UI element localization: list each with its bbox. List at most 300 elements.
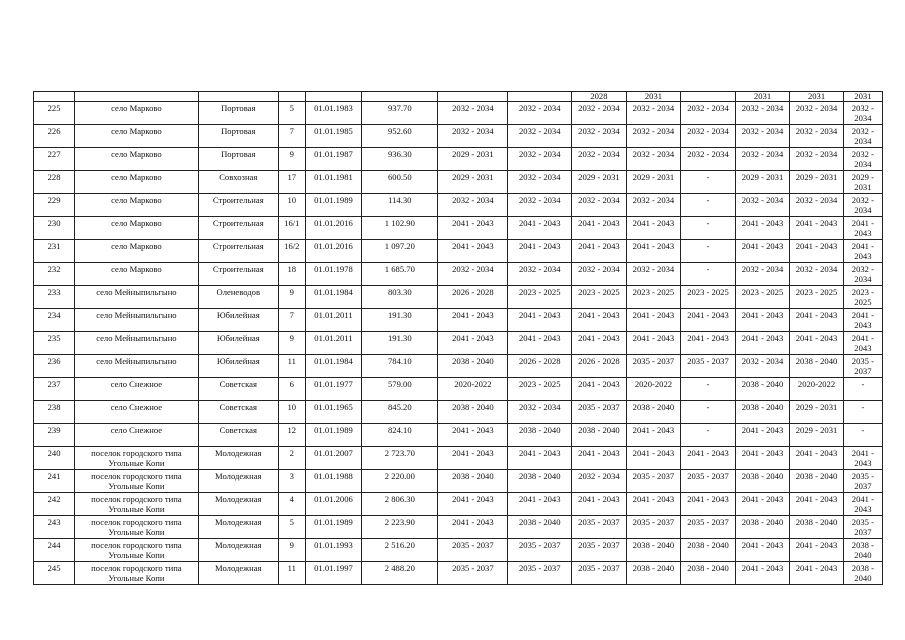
table-cell: 803.30 — [362, 286, 438, 309]
table-cell: - — [681, 217, 736, 240]
table-cell: 2023 - 2025 — [735, 286, 790, 309]
table-cell: Строительная — [198, 240, 278, 263]
table-cell: 2032 - 2034 — [572, 125, 627, 148]
table-row — [34, 424, 883, 447]
table-cell: 2038 - 2040 — [681, 562, 736, 585]
table-cell: 2035 - 2037 — [626, 355, 681, 378]
table-cell: 11 — [278, 562, 305, 585]
table-cell: Совхозная — [198, 171, 278, 194]
table-cell: 7 — [278, 125, 305, 148]
table-cell: 2041 - 2043 — [735, 493, 790, 516]
table-cell: 2041 - 2043 — [681, 332, 736, 355]
table-cell: 2035 - 2037 — [572, 401, 627, 424]
table-cell: село Снежное — [75, 401, 198, 424]
table-row — [34, 194, 883, 217]
table-cell: 2041 - 2043 — [438, 447, 508, 470]
table-row — [34, 125, 883, 148]
table-cell: 3 — [278, 470, 305, 493]
table-cell: 2038 - 2040 — [790, 355, 844, 378]
table-cell: 2041 - 2043 — [572, 332, 627, 355]
table-cell: 2041 - 2043 — [508, 217, 572, 240]
table-cell: село Снежное — [75, 378, 198, 401]
table-cell: 2035 - 2037 — [843, 355, 882, 378]
table-cell: 2 220.00 — [362, 470, 438, 493]
table-row — [34, 516, 883, 539]
table-cell: 240 — [34, 447, 75, 470]
table-cell: 2035 - 2037 — [843, 516, 882, 539]
table-cell: 01.01.2016 — [305, 240, 362, 263]
table-cell: 579.00 — [362, 378, 438, 401]
table-cell: 230 — [34, 217, 75, 240]
table-cell: Молодежная — [198, 447, 278, 470]
table-cell: 9 — [278, 539, 305, 562]
table-cell: 2032 - 2034 — [681, 148, 736, 171]
table-cell: село Мейныпильгыно — [75, 309, 198, 332]
table-cell: 2020-2022 — [790, 378, 844, 401]
table-cell: село Мейныпильгыно — [75, 286, 198, 309]
table-cell: Молодежная — [198, 493, 278, 516]
table-cell: 2041 - 2043 — [790, 240, 844, 263]
table-cell: Портовая — [198, 102, 278, 125]
table-cell: 2035 - 2037 — [626, 516, 681, 539]
table-cell — [305, 92, 362, 102]
table-cell: 2041 - 2043 — [735, 539, 790, 562]
table-cell: 2041 - 2043 — [572, 378, 627, 401]
table-cell: 9 — [278, 286, 305, 309]
table-cell: 2029 - 2031 — [572, 171, 627, 194]
table-cell: село Марково — [75, 217, 198, 240]
table-cell: 2041 - 2043 — [438, 424, 508, 447]
table-cell: 229 — [34, 194, 75, 217]
table-cell: 235 — [34, 332, 75, 355]
table-cell: село Марково — [75, 240, 198, 263]
table-cell: 2028 — [572, 92, 627, 102]
table-cell: 2035 - 2037 — [508, 539, 572, 562]
table-row — [34, 355, 883, 378]
table-cell: 2038 - 2040 — [508, 470, 572, 493]
table-cell: 2041 - 2043 — [508, 309, 572, 332]
table-cell: 2031 — [843, 92, 882, 102]
table-cell: 2041 - 2043 — [681, 309, 736, 332]
table-cell: 234 — [34, 309, 75, 332]
table-cell — [362, 92, 438, 102]
table-cell: 2041 - 2043 — [438, 309, 508, 332]
table-cell: - — [681, 401, 736, 424]
table-cell: 2041 - 2043 — [626, 424, 681, 447]
table-cell: 01.01.1984 — [305, 355, 362, 378]
table-cell: 2041 - 2043 — [735, 309, 790, 332]
table-cell: 2041 - 2043 — [508, 332, 572, 355]
table-cell: село Снежное — [75, 424, 198, 447]
continuation-row — [34, 92, 883, 102]
table-cell: 243 — [34, 516, 75, 539]
table-cell: 600.50 — [362, 171, 438, 194]
table-cell: 191.30 — [362, 332, 438, 355]
table-cell: - — [681, 171, 736, 194]
table-row — [34, 539, 883, 562]
table-cell: 2023 - 2025 — [572, 286, 627, 309]
table-cell: 2023 - 2025 — [508, 286, 572, 309]
table-cell: 2041 - 2043 — [790, 217, 844, 240]
table-cell: 2041 - 2043 — [790, 447, 844, 470]
table-cell: село Марково — [75, 263, 198, 286]
table-cell: 2031 — [790, 92, 844, 102]
table-cell: 2038 - 2040 — [735, 401, 790, 424]
table-cell: 2023 - 2025 — [626, 286, 681, 309]
table-cell: 2038 - 2040 — [843, 562, 882, 585]
table-cell: 2032 - 2034 — [508, 401, 572, 424]
table-cell: Молодежная — [198, 470, 278, 493]
table-cell: 936.30 — [362, 148, 438, 171]
table-cell: 2031 — [735, 92, 790, 102]
table-cell: 2032 - 2034 — [438, 102, 508, 125]
table-cell: 01.01.1977 — [305, 378, 362, 401]
table-cell: - — [843, 424, 882, 447]
table-cell: 2038 - 2040 — [626, 562, 681, 585]
table-cell: 01.01.1965 — [305, 401, 362, 424]
table-cell: поселок городского типа Угольные Копи — [75, 470, 198, 493]
table-cell: 2026 - 2028 — [508, 355, 572, 378]
table-cell: 2032 - 2034 — [508, 263, 572, 286]
table-cell: 2035 - 2037 — [843, 470, 882, 493]
table-cell: 237 — [34, 378, 75, 401]
table-cell: 2041 - 2043 — [572, 447, 627, 470]
table-cell: село Марково — [75, 148, 198, 171]
table-cell: 1 685.70 — [362, 263, 438, 286]
table-cell: - — [681, 378, 736, 401]
table-cell: - — [681, 263, 736, 286]
table-cell: 2038 - 2040 — [735, 378, 790, 401]
table-cell: 2041 - 2043 — [790, 562, 844, 585]
table-cell: Молодежная — [198, 539, 278, 562]
table-row — [34, 470, 883, 493]
table-cell: 191.30 — [362, 309, 438, 332]
table-cell: Советская — [198, 424, 278, 447]
table-cell: 2032 - 2034 — [843, 125, 882, 148]
table-cell: 2041 - 2043 — [735, 562, 790, 585]
table-cell: 2032 - 2034 — [735, 263, 790, 286]
table-cell: 2038 - 2040 — [572, 424, 627, 447]
table-row — [34, 332, 883, 355]
table-cell: 2029 - 2031 — [790, 171, 844, 194]
table-cell: 2020-2022 — [438, 378, 508, 401]
table-row — [34, 401, 883, 424]
table-cell: 2032 - 2034 — [572, 194, 627, 217]
table-cell: село Мейныпильгыно — [75, 332, 198, 355]
table-cell: Юбилейная — [198, 309, 278, 332]
table-cell: 227 — [34, 148, 75, 171]
table-cell: 2041 - 2043 — [438, 217, 508, 240]
table-cell: 2032 - 2034 — [790, 102, 844, 125]
table-cell: 2032 - 2034 — [572, 263, 627, 286]
table-cell: 241 — [34, 470, 75, 493]
table-cell: 2035 - 2037 — [572, 562, 627, 585]
table-cell: село Марково — [75, 194, 198, 217]
table-cell: 2029 - 2031 — [438, 171, 508, 194]
table-row — [34, 286, 883, 309]
table-cell: 2032 - 2034 — [735, 355, 790, 378]
table-cell: 2035 - 2037 — [572, 516, 627, 539]
table-cell: 9 — [278, 148, 305, 171]
table-cell: 952.60 — [362, 125, 438, 148]
table-cell: 228 — [34, 171, 75, 194]
table-cell: 10 — [278, 401, 305, 424]
table-cell — [278, 92, 305, 102]
table-cell: 2 — [278, 447, 305, 470]
table-cell: Молодежная — [198, 516, 278, 539]
table-cell: Портовая — [198, 148, 278, 171]
table-cell: 2041 - 2043 — [438, 516, 508, 539]
table-cell: 2 488.20 — [362, 562, 438, 585]
table-row — [34, 148, 883, 171]
table-cell: 5 — [278, 516, 305, 539]
table-cell: 114.30 — [362, 194, 438, 217]
table-cell: 2041 - 2043 — [626, 493, 681, 516]
table-cell: Строительная — [198, 263, 278, 286]
table-cell: 2032 - 2034 — [843, 102, 882, 125]
table-cell: поселок городского типа Угольные Копи — [75, 493, 198, 516]
table-cell: 2038 - 2040 — [438, 401, 508, 424]
table-row — [34, 263, 883, 286]
table-cell: 2041 - 2043 — [438, 493, 508, 516]
table-cell: 233 — [34, 286, 75, 309]
table-cell: 2041 - 2043 — [626, 217, 681, 240]
table-cell: 16/1 — [278, 217, 305, 240]
table-cell: 2038 - 2040 — [843, 539, 882, 562]
table-cell: 242 — [34, 493, 75, 516]
table-cell: 2032 - 2034 — [508, 194, 572, 217]
table-cell: 2032 - 2034 — [843, 263, 882, 286]
table-cell: 1 097.20 — [362, 240, 438, 263]
table-cell: 232 — [34, 263, 75, 286]
table-cell — [198, 92, 278, 102]
table-cell: 2041 - 2043 — [572, 217, 627, 240]
table-cell: 2032 - 2034 — [626, 125, 681, 148]
table-cell: 845.20 — [362, 401, 438, 424]
table-cell: 2 516.20 — [362, 539, 438, 562]
table-cell: 5 — [278, 102, 305, 125]
table-cell: 2032 - 2034 — [508, 125, 572, 148]
table-cell: 01.01.1987 — [305, 148, 362, 171]
table-row — [34, 562, 883, 585]
table-cell: 01.01.1983 — [305, 102, 362, 125]
table-cell — [508, 92, 572, 102]
table-cell: 01.01.1997 — [305, 562, 362, 585]
table-cell: 2035 - 2037 — [572, 539, 627, 562]
table-cell: 937.70 — [362, 102, 438, 125]
table-cell: 2026 - 2028 — [438, 286, 508, 309]
table-cell: 225 — [34, 102, 75, 125]
table-cell: 01.01.1984 — [305, 286, 362, 309]
table-cell: 784.10 — [362, 355, 438, 378]
table-cell: 2029 - 2031 — [626, 171, 681, 194]
table-cell: 7 — [278, 309, 305, 332]
table-cell: 01.01.1981 — [305, 171, 362, 194]
table-cell: 2038 - 2040 — [438, 355, 508, 378]
table-cell: 2041 - 2043 — [572, 309, 627, 332]
table-cell: 2031 — [626, 92, 681, 102]
table-cell: 2035 - 2037 — [626, 470, 681, 493]
table-cell: 2041 - 2043 — [508, 447, 572, 470]
table-cell: 6 — [278, 378, 305, 401]
table-cell: 01.01.1993 — [305, 539, 362, 562]
table-cell: 2032 - 2034 — [572, 148, 627, 171]
table-body — [34, 92, 883, 585]
table-cell: 2032 - 2034 — [438, 194, 508, 217]
table-cell: 2041 - 2043 — [790, 493, 844, 516]
table-cell: Юбилейная — [198, 332, 278, 355]
table-cell: 2032 - 2034 — [843, 194, 882, 217]
table-cell: 2041 - 2043 — [790, 309, 844, 332]
table-row — [34, 102, 883, 125]
table-cell: 2035 - 2037 — [681, 355, 736, 378]
table-cell: 2035 - 2037 — [681, 516, 736, 539]
table-cell: 2032 - 2034 — [572, 470, 627, 493]
table-cell: село Мейныпильгыно — [75, 355, 198, 378]
table-cell: 2038 - 2040 — [735, 470, 790, 493]
table-cell: 2 723.70 — [362, 447, 438, 470]
table-cell: село Марково — [75, 125, 198, 148]
table-cell: 2032 - 2034 — [438, 263, 508, 286]
table-cell: 2029 - 2031 — [843, 171, 882, 194]
table-cell: 2029 - 2031 — [438, 148, 508, 171]
table-cell: 2023 - 2025 — [681, 286, 736, 309]
table-cell: 2038 - 2040 — [735, 516, 790, 539]
table-cell: село Марково — [75, 102, 198, 125]
table-cell: 01.01.2016 — [305, 217, 362, 240]
table-cell: 245 — [34, 562, 75, 585]
table-cell: 2023 - 2025 — [843, 286, 882, 309]
table-cell: 2032 - 2034 — [790, 148, 844, 171]
table-cell: 2041 - 2043 — [572, 240, 627, 263]
table-cell: 244 — [34, 539, 75, 562]
table-cell: поселок городского типа Угольные Копи — [75, 447, 198, 470]
table-cell: Молодежная — [198, 562, 278, 585]
table-cell: 2041 - 2043 — [843, 309, 882, 332]
table-cell: 236 — [34, 355, 75, 378]
table-cell: 4 — [278, 493, 305, 516]
table-cell: 2041 - 2043 — [626, 447, 681, 470]
table-cell: 2023 - 2025 — [790, 286, 844, 309]
table-cell: 2032 - 2034 — [508, 148, 572, 171]
table-cell: 2026 - 2028 — [572, 355, 627, 378]
table-cell — [34, 92, 75, 102]
table-cell: 9 — [278, 332, 305, 355]
table-cell: 2032 - 2034 — [508, 102, 572, 125]
table-cell: 2032 - 2034 — [681, 125, 736, 148]
table-cell: 10 — [278, 194, 305, 217]
table-cell: 2035 - 2037 — [681, 470, 736, 493]
table-cell: 11 — [278, 355, 305, 378]
table-cell: 2035 - 2037 — [508, 562, 572, 585]
table-cell: 2041 - 2043 — [735, 447, 790, 470]
table-cell: 2032 - 2034 — [626, 148, 681, 171]
table-cell: 239 — [34, 424, 75, 447]
table-cell: 2038 - 2040 — [508, 516, 572, 539]
table-cell — [75, 92, 198, 102]
table-cell: 2029 - 2031 — [735, 171, 790, 194]
table-cell: 01.01.2007 — [305, 447, 362, 470]
table-cell: 2041 - 2043 — [681, 447, 736, 470]
table-cell: 2041 - 2043 — [843, 447, 882, 470]
table-row — [34, 378, 883, 401]
table-cell: 2041 - 2043 — [843, 332, 882, 355]
table-cell: 2029 - 2031 — [790, 401, 844, 424]
table-cell: 01.01.1989 — [305, 424, 362, 447]
table-cell: 2032 - 2034 — [790, 125, 844, 148]
table-cell: 2032 - 2034 — [681, 102, 736, 125]
table-cell: 2032 - 2034 — [508, 171, 572, 194]
table-cell: 1 102.90 — [362, 217, 438, 240]
table-cell: 2041 - 2043 — [572, 493, 627, 516]
table-cell: 2032 - 2034 — [626, 194, 681, 217]
table-row — [34, 171, 883, 194]
table-cell: Советская — [198, 401, 278, 424]
table-cell: 2038 - 2040 — [508, 424, 572, 447]
table-cell: 2041 - 2043 — [438, 240, 508, 263]
table-cell: 2035 - 2037 — [438, 539, 508, 562]
table-cell: село Марково — [75, 171, 198, 194]
table-cell: - — [681, 424, 736, 447]
table-cell: 01.01.2006 — [305, 493, 362, 516]
table-cell: 226 — [34, 125, 75, 148]
table-cell: 2041 - 2043 — [626, 332, 681, 355]
table-cell: 2041 - 2043 — [735, 240, 790, 263]
table-cell: 2032 - 2034 — [626, 263, 681, 286]
table-cell: 2041 - 2043 — [626, 240, 681, 263]
table-cell: 01.01.2011 — [305, 309, 362, 332]
table-cell: Юбилейная — [198, 355, 278, 378]
table-cell: 01.01.2011 — [305, 332, 362, 355]
table-cell: 2023 - 2025 — [508, 378, 572, 401]
table-cell: 2032 - 2034 — [735, 102, 790, 125]
table-cell: 2020-2022 — [626, 378, 681, 401]
table-cell: Оленеводов — [198, 286, 278, 309]
table-cell: Строительная — [198, 194, 278, 217]
table-cell: 2029 - 2031 — [790, 424, 844, 447]
table-cell: 2041 - 2043 — [735, 332, 790, 355]
table-cell: 231 — [34, 240, 75, 263]
table-cell: поселок городского типа Угольные Копи — [75, 516, 198, 539]
table-cell: 12 — [278, 424, 305, 447]
table-cell: 2 223.90 — [362, 516, 438, 539]
table-cell: 01.01.1989 — [305, 194, 362, 217]
table-cell: 2041 - 2043 — [843, 493, 882, 516]
table-cell: 2032 - 2034 — [572, 102, 627, 125]
table-cell: 2038 - 2040 — [626, 401, 681, 424]
table-cell: 2041 - 2043 — [438, 332, 508, 355]
table-cell: - — [681, 194, 736, 217]
table-cell: 01.01.1978 — [305, 263, 362, 286]
table-cell: 2038 - 2040 — [790, 470, 844, 493]
table-cell: - — [681, 240, 736, 263]
housing-repair-schedule-table — [33, 91, 883, 585]
table-cell: 2032 - 2034 — [790, 263, 844, 286]
table-cell: 238 — [34, 401, 75, 424]
table-cell: 2041 - 2043 — [790, 539, 844, 562]
table-cell: 2038 - 2040 — [681, 539, 736, 562]
table-cell — [438, 92, 508, 102]
table-cell: 17 — [278, 171, 305, 194]
table-cell: Портовая — [198, 125, 278, 148]
table-cell: 01.01.1988 — [305, 470, 362, 493]
table-cell: 2041 - 2043 — [843, 240, 882, 263]
table-cell: 2041 - 2043 — [508, 240, 572, 263]
table-cell: поселок городского типа Угольные Копи — [75, 562, 198, 585]
table-cell: 2041 - 2043 — [681, 493, 736, 516]
table-cell: 2032 - 2034 — [790, 194, 844, 217]
table-row — [34, 217, 883, 240]
